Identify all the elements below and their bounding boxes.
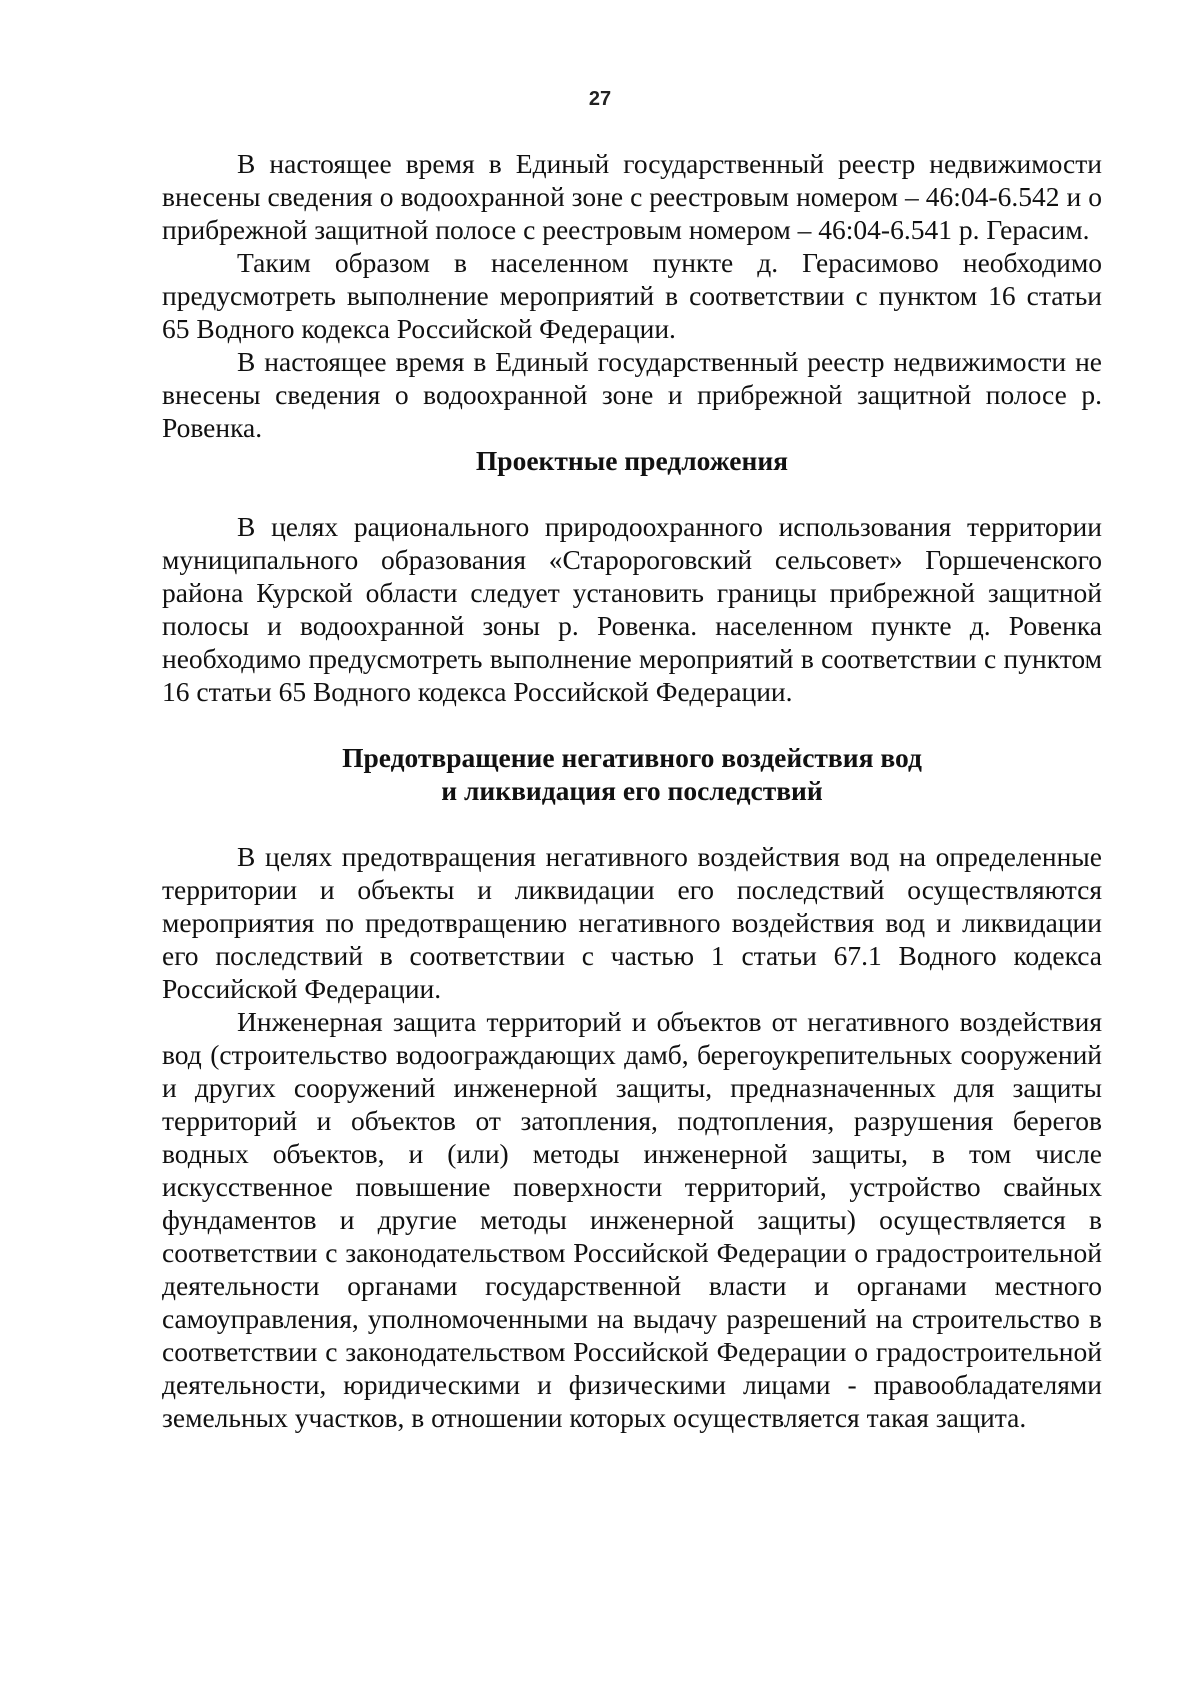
heading-negative-impact-prevention xyxy=(162,741,1102,807)
paragraph-project-proposals: В целях рационального природоохранного использования территории муниципального образования «Старороговский сельсовет» Горшеченского района Курской области следует установить границы прибрежной защитной полосы и водоохранной зоны р. Ровенка. населенном пункте д. Ровенка необходимо предусмотреть выполнение мероприятий в соответствии с пунктом 16 статьи 65 Водного кодекса Российской Федерации. xyxy=(162,511,1102,707)
document-body xyxy=(162,147,1102,1434)
spacer xyxy=(162,807,1102,840)
paragraph-gerasimovo-measures: Таким образом в населенном пункте д. Герасимово необходимо предусмотреть выполнение мероприятий в соответствии с пунктом 16 статьи 65 Водного кодекса Российской Федерации. xyxy=(162,247,1102,344)
spacer xyxy=(162,477,1102,510)
paragraph-registry-gerasim: В настоящее время в Единый государственный реестр недвижимости внесены сведения о водоохранной зоне с реестровым номером – 46:04-6.542 и о прибрежной защитной полосе с реестровым номером – 46:04-6.541 р. Герасим. xyxy=(162,148,1102,245)
page-number: 27 xyxy=(588,88,612,110)
heading-project-proposals: Проектные предложения xyxy=(475,445,789,476)
heading-line-1: Предотвращение негативного воздействия вод xyxy=(342,742,922,773)
paragraph-prevention-measures: В целях предотвращения негативного воздействия вод на определенные территории и объекты и ликвидации его последствий осуществляются мероприятия по предотвращению негативного воздействия вод и ликвидации его последствий в соответствии с частью 1 статьи 67.1 Водного кодекса Российской Федерации. xyxy=(162,841,1102,1004)
spacer xyxy=(162,708,1102,741)
paragraph-engineering-protection: Инженерная защита территорий и объектов от негативного воздействия вод (строительство водоограждающих дамб, берегоукрепительных сооружений и других сооружений инженерной защиты, предназначенных для защиты территорий и объектов от затопления, подтопления, разрушения берегов водных объектов, и (или) методы инженерной защиты, в том числе искусственное повышение поверхности территорий, устройство свайных фундаментов и другие методы инженерной защиты) осуществляется в соответствии с законодательством Российской Федерации о градостроительной деятельности органами государственной власти и органами местного самоуправления, уполномоченными на выдачу разрешений на строительство в соответствии с законодательством Российской Федерации о градостроительной деятельности, юридическими и физическими лицами - правообладателями земельных участков, в отношении которых осуществляется такая защита. xyxy=(162,1006,1102,1433)
heading-line-2: и ликвидация его последствий xyxy=(441,775,823,806)
paragraph-registry-rovenka: В настоящее время в Единый государственный реестр недвижимости не внесены сведения о водоохранной зоне и прибрежной защитной полосе р. Ровенка. xyxy=(162,346,1102,443)
